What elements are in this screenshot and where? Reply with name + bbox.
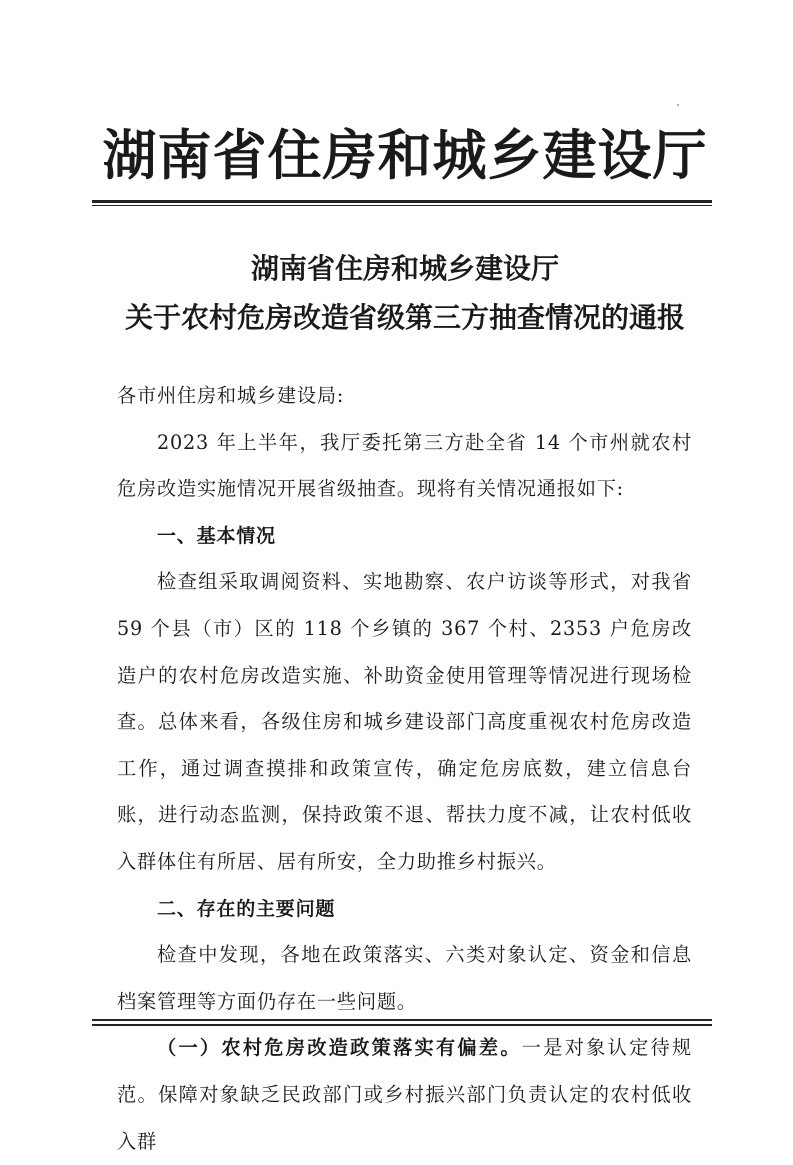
scan-speck bbox=[677, 104, 679, 106]
section-heading-basic: 一、基本情况 bbox=[157, 524, 276, 547]
section-basic-paragraph: 检查组采取调阅资料、实地勘察、农户访谈等形式，对我省 59 个县（市）区的 118 个乡镇的 367 个村、2353 户危房改造户的农村危房改造实施、补助资金使用管理等情况进行现场检查。总体来看，各级住房和城乡建设部门高度重视农村危房改造工作，通过调查摸排和政策宣传，确定危房底数，建立信息台账，进行动态监测，保持政策不退、帮扶力度不减，让农村低收入群体住有所居、居有所安，全力助推乡村振兴。 bbox=[117, 570, 692, 873]
letterhead-divider bbox=[92, 200, 712, 206]
letterhead-masthead: 湖南省住房和城乡建设厅 bbox=[102, 124, 708, 187]
document-title-line-2: 关于农村危房改造省级第三方抽查情况的通报 bbox=[124, 301, 685, 334]
subsection-heading: （一）农村危房改造政策落实有偏差。 bbox=[157, 1036, 522, 1060]
footer-divider bbox=[92, 1019, 712, 1026]
subsection-paragraph bbox=[117, 1025, 692, 1165]
document-title-line-1: 湖南省住房和城乡建设厅 bbox=[250, 252, 559, 285]
section-problems-paragraph: 检查中发现，各地在政策落实、六类对象认定、资金和信息档案管理等方面仍存在一些问题。 bbox=[117, 943, 692, 1013]
document-body bbox=[117, 373, 692, 1165]
intro-paragraph: 2023 年上半年，我厅委托第三方赴全省 14 个市州就农村危房改造实施情况开展省级抽查。现将有关情况通报如下: bbox=[117, 430, 692, 501]
salutation: 各市州住房和城乡建设局: bbox=[117, 384, 345, 407]
subsection-text: 一是对象认定待规范。保障对象缺乏民政部门或乡村振兴部门负责认定的农村低收入群 bbox=[117, 1036, 692, 1153]
section-heading-problems: 二、存在的主要问题 bbox=[157, 897, 336, 920]
